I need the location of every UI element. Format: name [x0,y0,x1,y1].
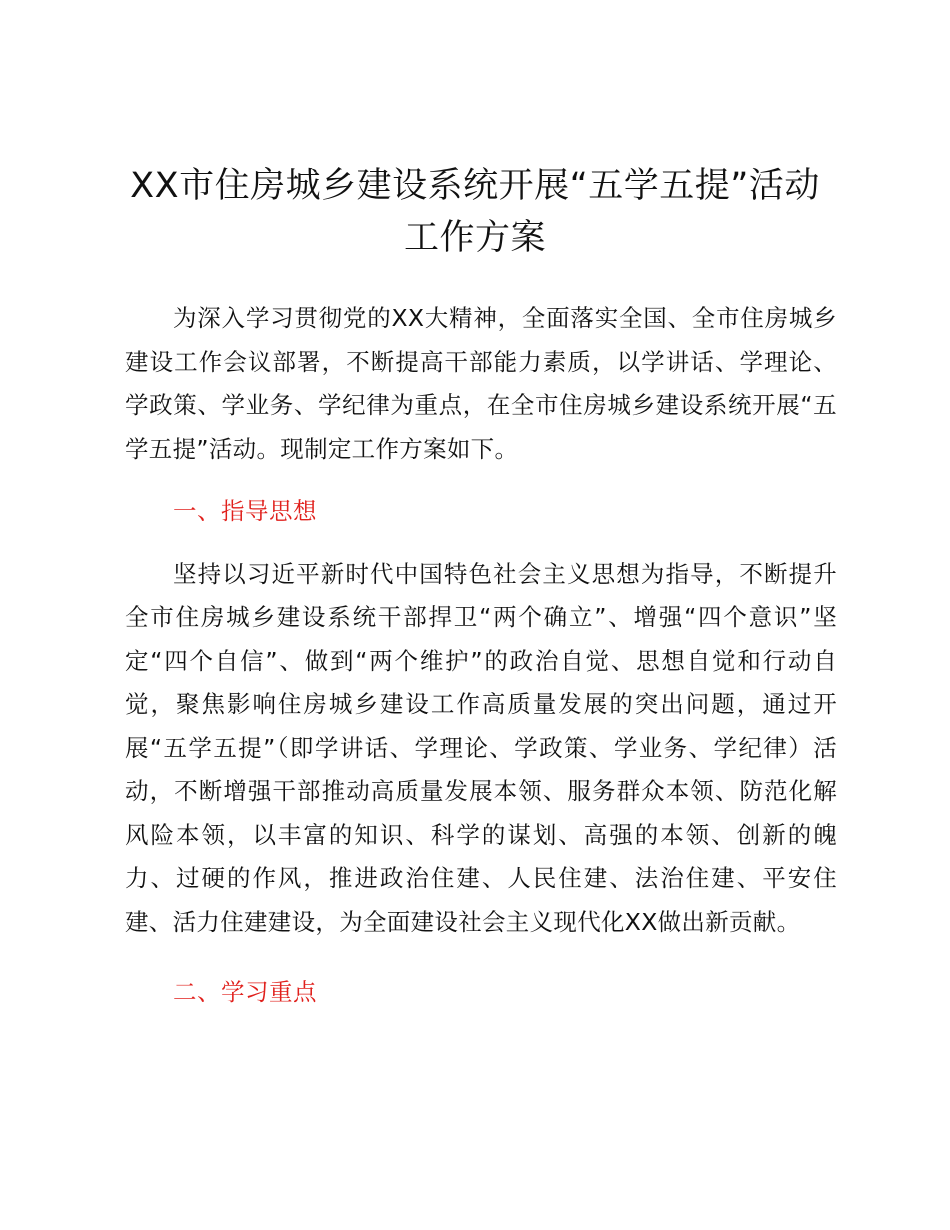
section-heading-guiding-ideology: 一、指导思想 [173,497,317,525]
section-heading-study-focus: 二、学习重点 [173,978,317,1006]
spacer [125,534,837,553]
document-title: XX市住房城乡建设系统开展“五学五提”活动工作方案 [130,166,820,258]
document-body [125,297,837,1015]
intro-paragraph: 为深入学习贯彻党的XX大精神，全面落实全国、全市住房城乡建设工作会议部署，不断提高干部能力素质，以学讲话、学理论、学政策、学业务、学纪律为重点，在全市住房城乡建设系统开展“五学五提”活动。现制定工作方案如下。 [125,304,837,463]
spacer [125,471,837,490]
guiding-ideology-paragraph: 坚持以习近平新时代中国特色社会主义思想为指导，不断提升全市住房城乡建设系统干部捍卫“两个确立”、增强“四个意识”坚定“四个自信”、做到“两个维护”的政治自觉、思想自觉和行动自觉，聚焦影响住房城乡建设工作高质量发展的突出问题，通过开展“五学五提”（即学讲话、学理论、学政策、学业务、学纪律）活动，不断增强干部推动高质量发展本领、服务群众本领、防范化解风险本领，以丰富的知识、科学的谋划、高强的本领、创新的魄力、过硬的作风，推进政治住建、人民住建、法治住建、平安住建、活力住建建设，为全面建设社会主义现代化XX做出新贡献。 [125,559,837,936]
spacer [125,944,837,971]
